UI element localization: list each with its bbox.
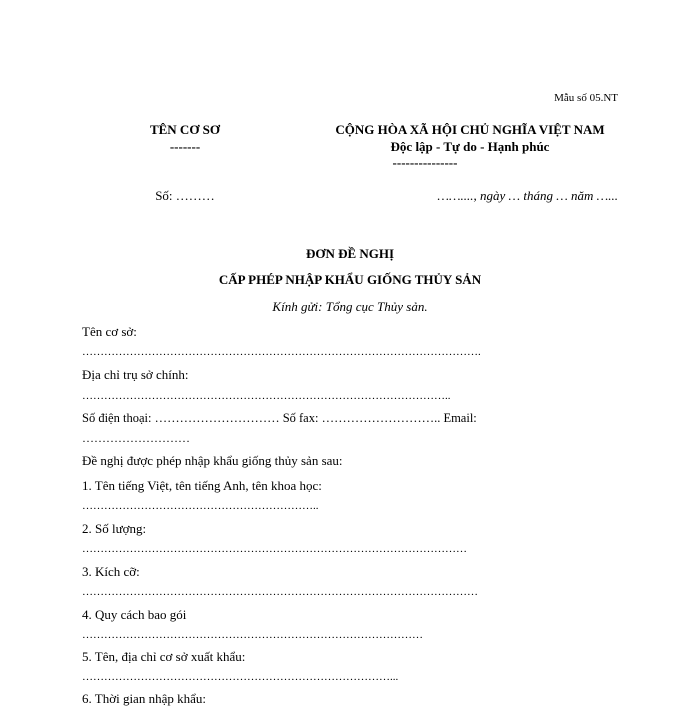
field-input-size[interactable]: ……………………………………………………………………………………………… [82, 586, 478, 598]
national-motto: Độc lập - Tự do - Hạnh phúc [390, 139, 550, 154]
document-number: Số: ……… [155, 188, 215, 203]
field-input-species-names[interactable]: ……………………………………………………….. [82, 500, 319, 512]
field-label-address: Địa chỉ trụ sở chính: [82, 367, 189, 382]
request-statement: Đề nghị được phép nhập khẩu giống thủy sản sau: [82, 453, 343, 468]
field-label-quantity: 2. Số lượng: [82, 521, 147, 536]
field-input-exporter[interactable]: …………………………………………………………………………... [82, 671, 399, 683]
field-input-facility-name[interactable]: ………………………………………………………………………………………………. [82, 346, 481, 358]
recipient-line: Kính gửi: Tổng cục Thủy sản. [272, 299, 428, 314]
left-header-dashes: ------- [169, 139, 201, 154]
field-input-address[interactable]: ……………………………………………………………………………………….. [82, 390, 451, 402]
field-input-packaging[interactable]: ………………………………………………………………………………… [82, 629, 423, 641]
organization-name: TÊN CƠ SƠ [149, 122, 221, 137]
field-label-species-names: 1. Tên tiếng Việt, tên tiếng Anh, tên khoa học: [82, 478, 322, 493]
field-label-import-time: 6. Thời gian nhập khẩu: [82, 691, 206, 706]
field-label-packaging: 4. Quy cách bao gói [82, 607, 187, 622]
document-subtitle: CẤP PHÉP NHẬP KHẨU GIỐNG THỦY SẢN [218, 272, 482, 287]
document-title: ĐƠN ĐỀ NGHỊ [305, 246, 395, 261]
country-name: CỘNG HÒA XÃ HỘI CHỦ NGHĨA VIỆT NAM [335, 122, 605, 137]
right-header-dashes: --------------- [392, 155, 458, 170]
field-input-email[interactable]: ……………………… [82, 431, 190, 445]
field-label-facility-name: Tên cơ sở: [82, 324, 137, 339]
field-label-contact: Số điện thoại: ………………………… Số fax: ……………………….. Email: [82, 411, 477, 425]
field-label-size: 3. Kích cỡ: [82, 564, 140, 579]
field-label-exporter: 5. Tên, địa chỉ cơ sở xuất khẩu: [82, 649, 246, 664]
date-line: ……...., ngày … tháng … năm …... [437, 188, 618, 203]
field-input-quantity[interactable]: …………………………………………………………………………………………… [82, 543, 467, 555]
form-code: Mẫu số 05.NT [554, 92, 618, 104]
